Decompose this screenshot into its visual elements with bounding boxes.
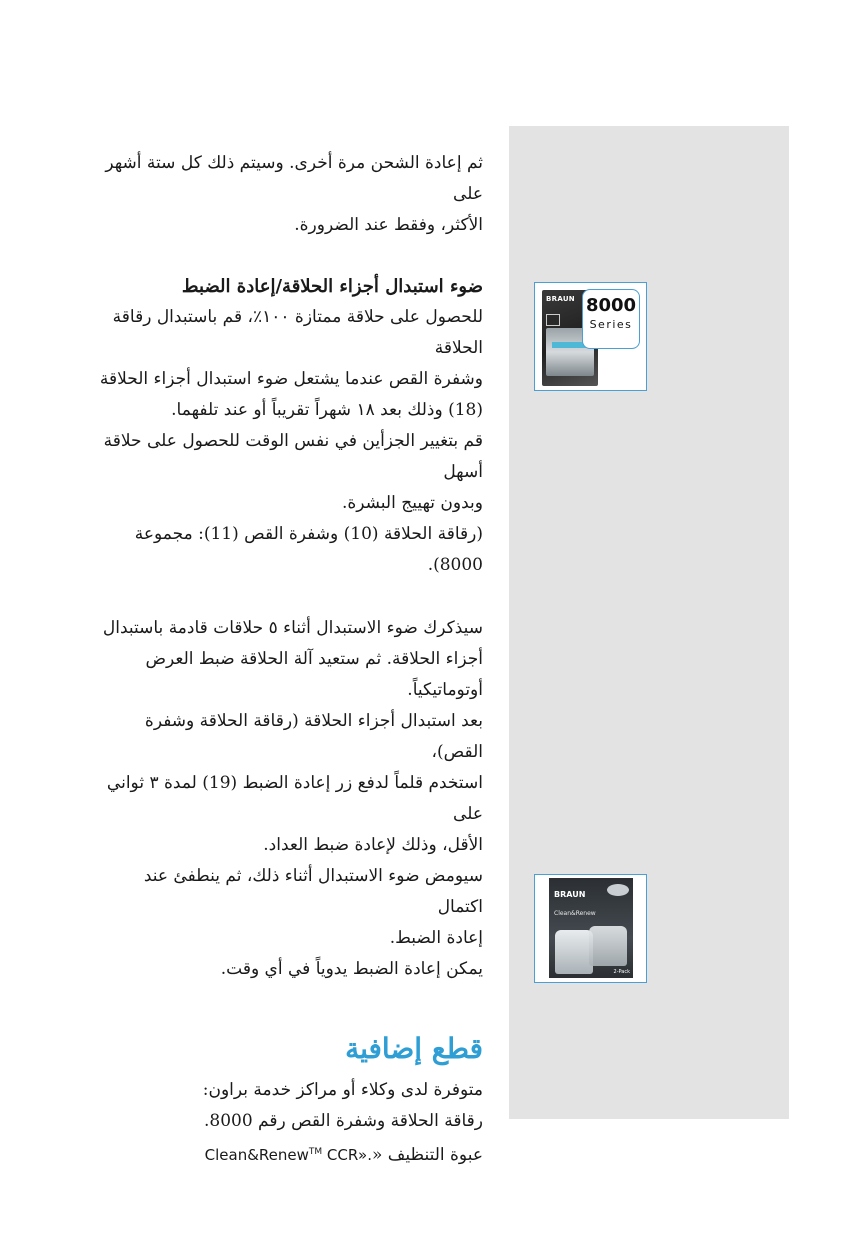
cleaning-prefix: عبوة التنظيف « [371,1145,483,1165]
intro-line-1: ثم إعادة الشحن مرة أخرى. وسيتم ذلك كل ستة أشهر على [105,153,483,204]
reset-line-5: استخدم قلماً لدفع زر إعادة الضبط (19) لمدة ٣ ثواني على [106,773,483,824]
reset-line-9: يمكن إعادة الضبط يدوياً في أي وقت. [220,959,483,979]
intro-line-2: الأكثر، وفقط عند الضرورة. [294,215,483,235]
spacer [95,581,483,613]
accessories-heading: قطع إضافية [345,1032,483,1065]
product-name: Clean&Renew [554,910,596,917]
reset-line-8: إعادة الضبط. [389,928,483,948]
cassette-product-image [534,282,647,391]
replacement-line-3: (18) وذلك بعد ١٨ شهراً تقريباً أو عند تلفهما. [171,400,483,420]
braun-logo: BRAUN [546,295,575,303]
reset-line-2: أجزاء الحلاقة. ثم ستعيد آلة الحلاقة ضبط العرض [145,649,483,669]
accessories-line-1: متوفرة لدى وكلاء أو مراكز خدمة براون: [202,1080,483,1100]
badge-icon [607,884,629,896]
replacement-heading: ضوء استبدال أجزاء الحلاقة/إعادة الضبط [181,276,483,297]
series-label: Series [589,318,633,331]
reset-line-3: أوتوماتيكياً. [407,680,483,700]
replacement-line-6: (رقاقة الحلاقة (10) وشفرة القص (11): مجموعة 8000). [134,524,483,575]
reset-line-1: سيذكرك ضوء الاستبدال أثناء ٥ حلاقات قادمة باستبدال [102,618,483,638]
series-number: 8000 [585,295,637,316]
cartridge-icon [555,930,593,974]
spacer [95,985,483,1029]
pack-count: 2-Pack [613,969,630,975]
series-badge [582,289,640,349]
series-tag-icon [546,314,560,326]
replacement-line-4: قم بتغيير الجزأين في نفس الوقت للحصول على حلاقة أسهل [103,431,483,482]
braun-logo: BRAUN [554,890,586,899]
cartridge-icon [589,926,627,966]
cleaning-cartridge-line [95,1137,483,1171]
reset-line-6: الأقل، وذلك لإعادة ضبط العداد. [263,835,483,855]
reset-line-7: سيومض ضوء الاستبدال أثناء ذلك، ثم ينطفئ عند اكتمال [143,866,483,917]
clean-renew-product-image [534,874,647,983]
clean-renew-package [549,878,633,978]
replacement-line-5: وبدون تهييج البشرة. [341,493,483,513]
trademark-mark: TM [308,1147,323,1157]
main-text-column [95,148,483,1171]
reset-line-4: بعد استبدال أجزاء الحلاقة (رقاقة الحلاقة وشفرة القص)، [144,711,483,762]
replacement-line-2: وشفرة القص عندما يشتعل ضوء استبدال أجزاء الحلاقة [99,369,483,389]
replacement-line-1: للحصول على حلاقة ممتازة ١٠٠٪، قم باستبدال رقاقة الحلاقة [112,307,483,358]
cleaning-product-name: Clean&Renew™ CCR». [204,1146,372,1164]
accessories-line-2: رقاقة الحلاقة وشفرة القص رقم 8000. [203,1111,483,1131]
spacer [95,241,483,271]
